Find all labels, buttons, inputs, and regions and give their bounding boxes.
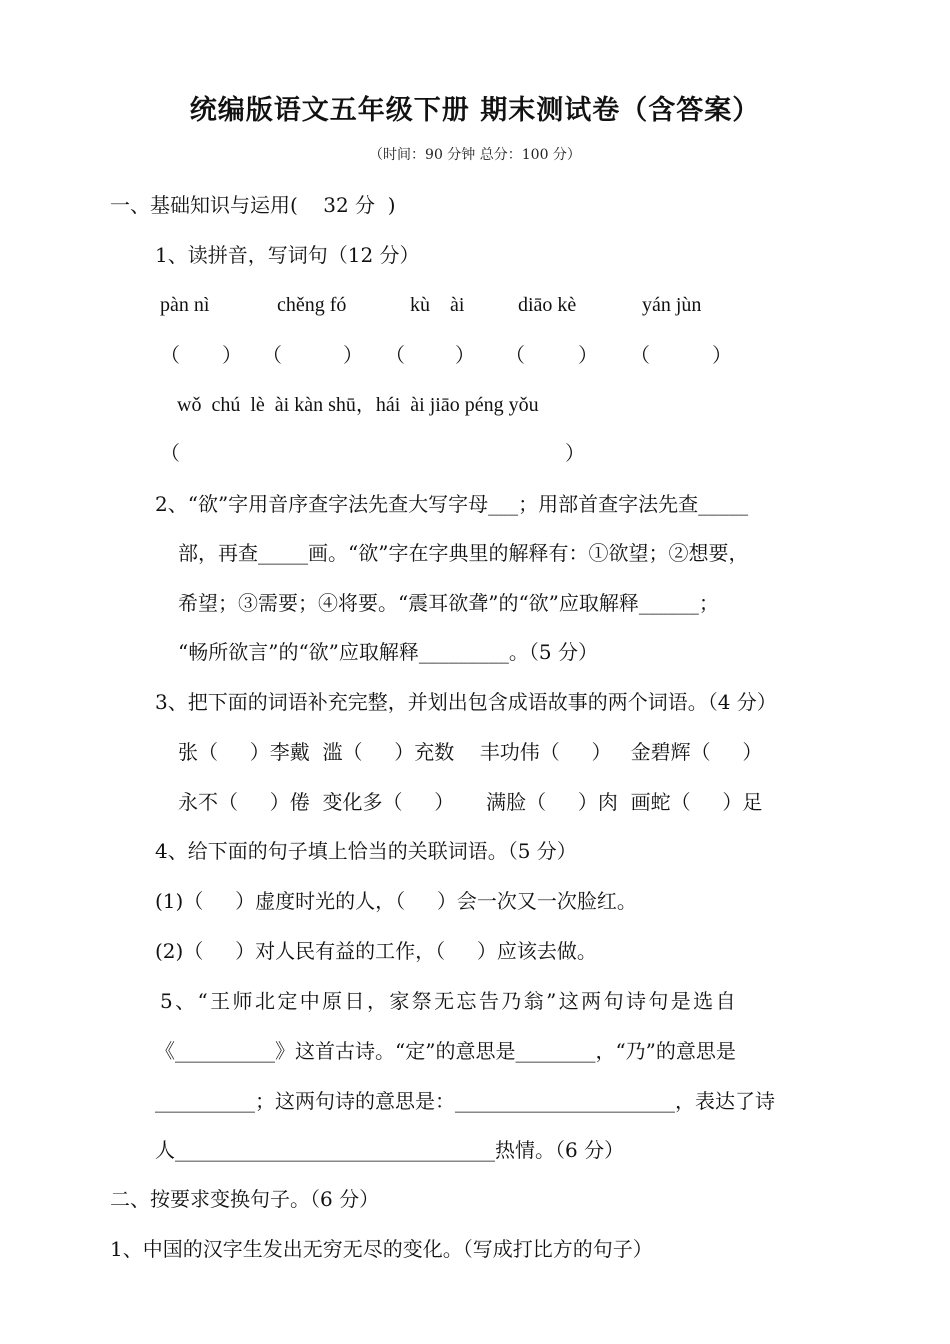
exam-info: （时间：90 分钟 总分：100 分） (369, 147, 581, 163)
question-3-prompt: 3、把下面的词语补充完整，并划出包含成语故事的两个词语。（4 分） (155, 690, 777, 714)
answer-paren-close: ） (578, 343, 598, 367)
section-1-heading: 一、基础知识与运用( 32 分 ) (110, 193, 396, 217)
question-5-line: 《__________》这首古诗。“定”的意思是________，“乃”的意思是 (155, 1039, 736, 1063)
page-title: 统编版语文五年级下册 期末测试卷（含答案） (189, 95, 761, 126)
answer-paren-close: ） (222, 343, 242, 367)
answer-paren-open: （ (160, 343, 180, 367)
pinyin-item: kù ài (410, 294, 465, 316)
question-3-row: 张（ ）李戴 滥（ ）充数 丰功伟（ ） 金碧辉（ ） (178, 740, 763, 764)
pinyin-item: diāo kè (518, 294, 577, 316)
answer-paren-close: ） (565, 441, 585, 465)
question-5-line: 5、“王师北定中原日，家祭无忘告乃翁”这两句诗句是选自 (160, 989, 738, 1013)
question-4-item: (1)（ ）虚度时光的人，（ ）会一次又一次脸红。 (155, 889, 637, 913)
question-1-prompt: 1、读拼音，写词句（12 分） (155, 243, 420, 267)
section-2-heading: 二、按要求变换句子。（6 分） (110, 1187, 380, 1211)
question-2-line: 部，再查_____画。“欲”字在字典里的解释有：①欲望；②想要， (178, 541, 749, 565)
question-5-line: __________；这两句诗的意思是：______________________，表达了诗 (155, 1089, 775, 1113)
question-2-line: 希望；③需要；④将要。“震耳欲聋”的“欲”应取解释______； (178, 591, 719, 615)
question-2-line: “畅所欲言”的“欲”应取解释_________。（5 分） (178, 640, 598, 664)
answer-paren-open: （ (385, 343, 405, 367)
answer-paren-open: （ (262, 343, 282, 367)
answer-paren-open: （ (630, 343, 650, 367)
answer-paren-open: （ (505, 343, 525, 367)
pinyin-item: pàn nì (160, 294, 210, 316)
pinyin-item: chěng fó (277, 294, 347, 316)
answer-paren-close: ） (343, 343, 363, 367)
answer-paren-close: ） (712, 343, 732, 367)
pinyin-item: yán jùn (642, 294, 702, 316)
question-3-row: 永不（ ）倦 变化多（ ） 满脸（ ）肉 画蛇（ ）足 (178, 790, 763, 814)
section-2-question-1: 1、中国的汉字生发出无穷无尽的变化。（写成打比方的句子） (110, 1237, 653, 1261)
answer-paren-close: ） (455, 343, 475, 367)
question-2-line: 2、“欲”字用音序查字法先查大写字母___；用部首查字法先查_____ (155, 492, 749, 516)
question-4-prompt: 4、给下面的句子填上恰当的关联词语。（5 分） (155, 839, 577, 863)
question-5-line: 人________________________________热情。（6 分） (155, 1138, 625, 1162)
answer-paren-open: （ (160, 441, 180, 465)
question-4-item: (2)（ ）对人民有益的工作，（ ）应该去做。 (155, 939, 597, 963)
sentence-pinyin: wǒ chú lè ài kàn shū，hái ài jiāo péng yǒu (177, 394, 539, 416)
